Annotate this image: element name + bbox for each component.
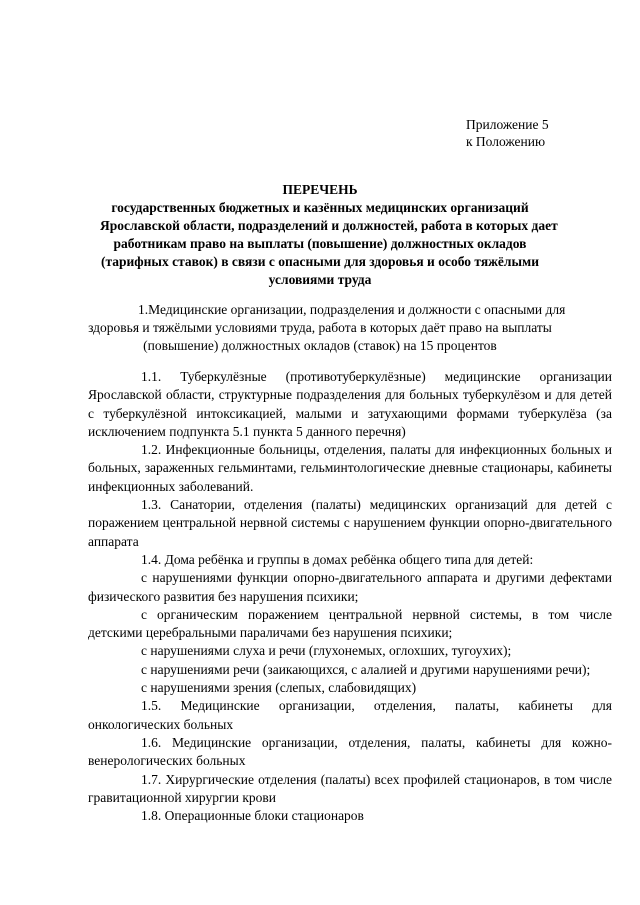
section-1-line-2: здоровья и тяжёлыми условиями труда, работа в которых даёт право на выплаты — [88, 320, 552, 335]
item-1-8: 1.8. Операционные блоки стационаров — [141, 808, 364, 824]
title-line-2: Ярославской области, подразделений и должностей, работа в которых дает — [100, 218, 558, 233]
item-1-4-sub-3: с нарушениями слуха и речи (глухонемых, оглохших, тугоухих); — [141, 643, 512, 659]
item-1-2: 1.2. Инфекционные больницы, отделения, палаты для инфекционных больных и больных, зараженных гельминтами, гельминтологические дневные стационары, кабинеты инфекционных заболеваний. — [88, 442, 612, 494]
item-1-4-sub-1: с нарушениями функции опорно-двигательного аппарата и другими дефектами физического развития без нарушения психики; — [88, 570, 612, 604]
section-1-line-1: 1.Медицинские организации, подразделения и должности с опасными для — [138, 302, 566, 317]
item-1-4-sub-5: с нарушениями зрения (слепых, слабовидящих) — [141, 680, 417, 696]
title-line-3: работникам право на выплаты (повышение) должностных окладов — [113, 236, 527, 251]
title-line-4: (тарифных ставок) в связи с опасными для здоровья и особо тяжёлыми — [100, 254, 540, 269]
section-1-line-3: (повышение) должностных окладов (ставок) на 15 процентов — [143, 338, 497, 353]
item-1-4: 1.4. Дома ребёнка и группы в домах ребёнка общего типа для детей: — [141, 551, 534, 567]
title-heading: ПЕРЕЧЕНЬ — [282, 182, 358, 197]
item-1-4-sub-4: с нарушениями речи (заикающихся, с алалией и другими нарушениями речи); — [141, 661, 591, 677]
annex-line-1: Приложение 5 — [466, 117, 549, 132]
document-body — [88, 368, 612, 825]
annex-label — [466, 116, 549, 150]
title-line-5: условиями труда — [268, 272, 372, 287]
item-1-6: 1.6. Медицинские организации, отделения, палаты, кабинеты для кожно-венерологических больных — [88, 734, 612, 769]
item-1-5: 1.5. Медицинские организации, отделения, палаты, кабинеты для онкологических больных — [88, 698, 612, 732]
item-1-1: 1.1. Туберкулёзные (противотуберкулёзные) медицинские организации Ярославской области, структурные подразделения для больных туберкулёзом и для детей с туберкулёзной интоксикацией, малыми и затухающими формами туберкулёза (за исключением подпункта 5.1 пункта 5 данного перечня) — [88, 369, 612, 439]
item-1-7: 1.7. Хирургические отделения (палаты) всех профилей стационаров, в том числе гравитационной хирургии крови — [88, 771, 612, 805]
item-1-4-sub-2: с органическим поражением центральной нервной системы, в том числе детскими церебральными параличами без нарушения психики; — [88, 606, 612, 641]
annex-line-2: к Положению — [466, 134, 546, 149]
title-line-1: государственных бюджетных и казённых медицинских организаций — [111, 200, 529, 215]
document-title — [100, 181, 558, 289]
section-1-heading — [88, 301, 566, 355]
item-1-3: 1.3. Санатории, отделения (палаты) медицинских организаций для детей с поражением центральной нервной системы с нарушением функции опорно-двигательного аппарата — [88, 497, 612, 549]
